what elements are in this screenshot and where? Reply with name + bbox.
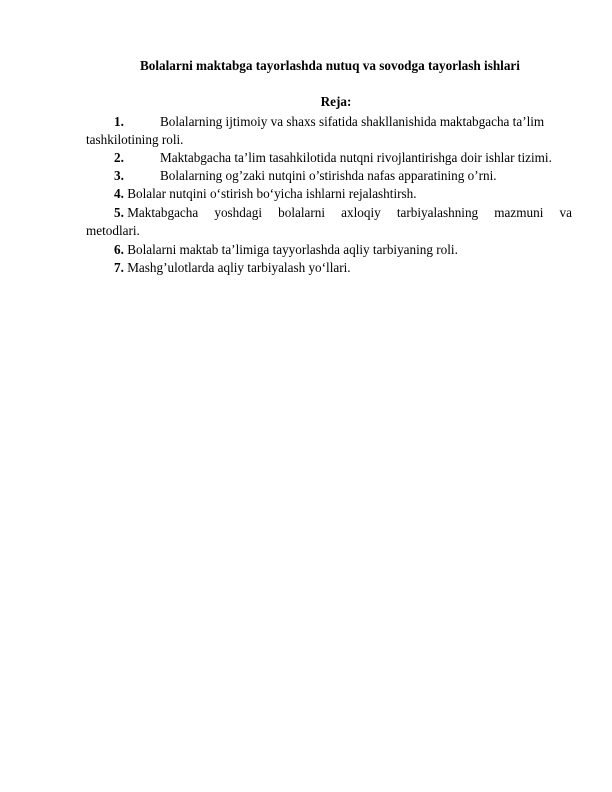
- item-number: 5.: [114, 205, 124, 220]
- list-item: [114, 185, 417, 202]
- item-text: tashkilotining roli.: [86, 132, 184, 147]
- list-item-continuation: [86, 222, 140, 239]
- item-text: metodlari.: [86, 223, 140, 238]
- list-item: [114, 204, 572, 221]
- item-text: Mashg’ulotlarda aqliy tarbiyalash yo‘llari.: [127, 260, 351, 275]
- item-word: tarbiyalashning: [396, 205, 479, 220]
- item-text: Bolalarni maktab ta’limiga tayyorlashda aqliy tarbiyaning roli.: [127, 242, 458, 257]
- item-text: Bolalar nutqini o‘stirish bo‘yicha ishlarni rejalashtirsh.: [127, 186, 417, 201]
- item-number: 6.: [114, 242, 124, 257]
- item-text: Maktabgacha ta’lim tasahkilotida nutqni rivojlantirishga doir ishlar tizimi.: [160, 150, 552, 165]
- item-text: Bolalarning ijtimoiy va shaxs sifatida shakllanishida maktabgacha ta’lim: [160, 114, 545, 129]
- plan-heading: Reja:: [320, 94, 352, 109]
- item-word: va: [559, 205, 572, 220]
- item-word: axloqiy: [341, 205, 381, 220]
- document-title: Bolalarni maktabga tayorlashda nutuq va sovodga tayorlash ishlari: [140, 58, 520, 73]
- list-item: [114, 167, 497, 184]
- item-number: 2.: [114, 150, 124, 165]
- item-number: 3.: [114, 168, 124, 183]
- item-text: Bolalarning og’zaki nutqini o’stirishda nafas apparatining o’rni.: [160, 168, 497, 183]
- item-number: 1.: [114, 114, 124, 129]
- list-item: [114, 149, 552, 166]
- item-word: mazmuni: [494, 205, 544, 220]
- item-word: bolalarni: [278, 205, 325, 220]
- list-item-continuation: [86, 131, 183, 148]
- item-word: Maktabgacha: [127, 205, 199, 220]
- item-number: 4.: [114, 186, 124, 201]
- list-item: [114, 241, 458, 258]
- item-word: yoshdagi: [214, 205, 262, 220]
- list-item: [114, 259, 351, 276]
- item-number: 7.: [114, 260, 124, 275]
- list-item: [114, 113, 574, 130]
